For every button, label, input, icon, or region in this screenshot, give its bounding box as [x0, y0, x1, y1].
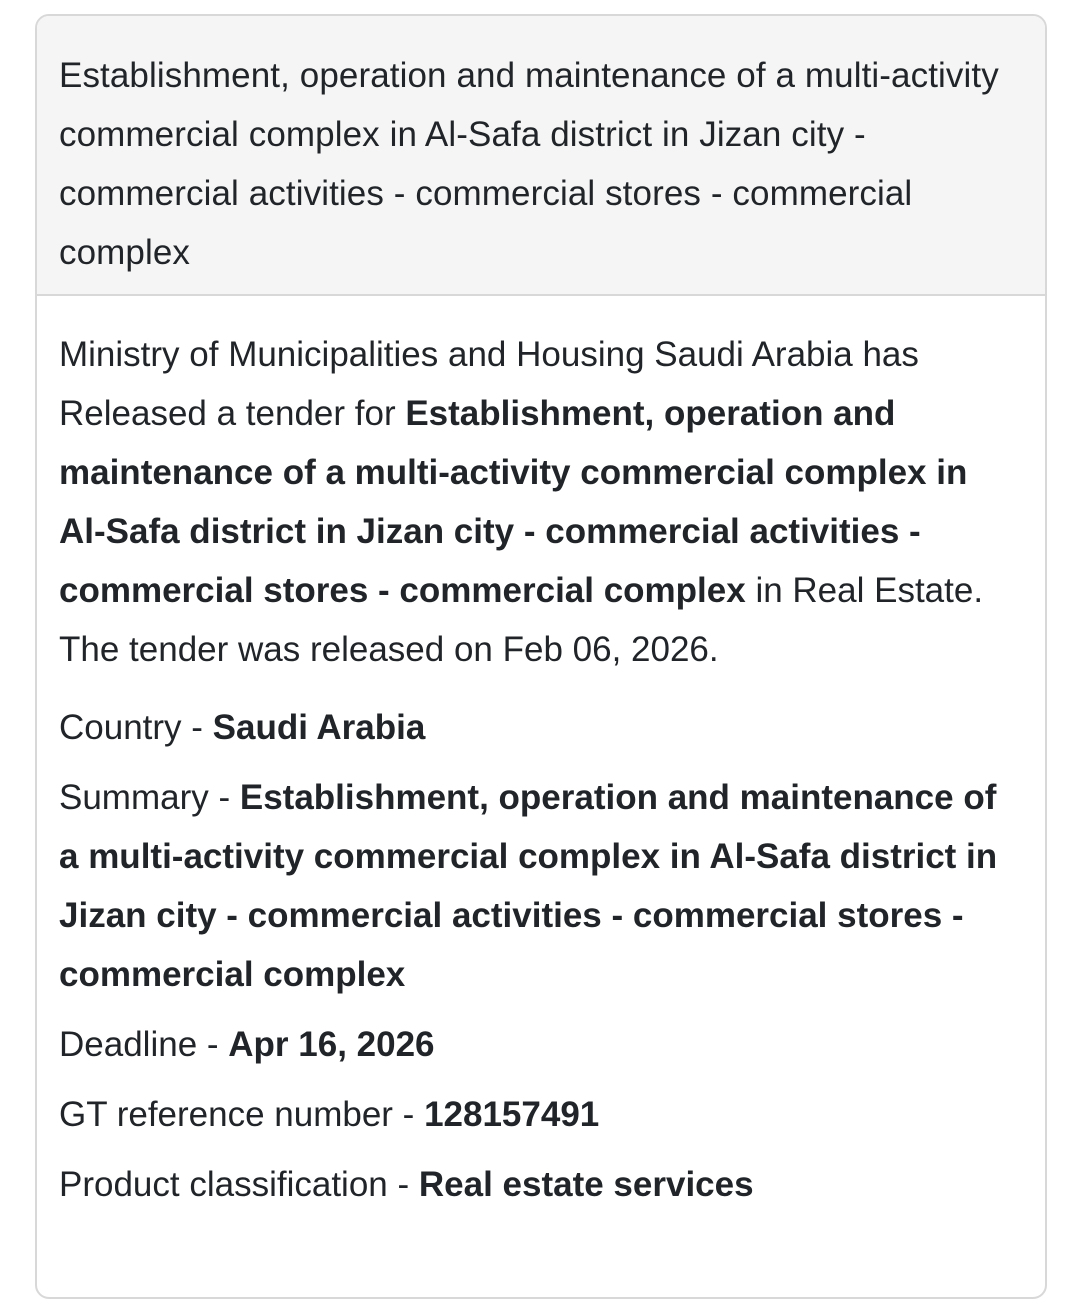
field-label: GT reference number - [59, 1095, 425, 1134]
tender-card-header [37, 16, 1045, 296]
tender-card [35, 14, 1047, 1299]
field-summary [59, 768, 1021, 1004]
field-product-classification [59, 1155, 1021, 1214]
field-label: Deadline - [59, 1025, 229, 1064]
field-value: Real estate services [418, 1165, 754, 1204]
field-label: Summary - [59, 778, 240, 817]
field-country [59, 698, 1021, 757]
intro-prefix: Ministry of Municipalities and Housing Saudi Arabia has Released a tender for [59, 335, 919, 433]
intro-tender-title: Establishment, operation and maintenance of a multi-activity commercial complex in Al-Safa district in Jizan city - commercial activities - commercial stores - commercial complex [59, 394, 968, 610]
field-value: Apr 16, 2026 [228, 1025, 435, 1064]
field-value: 128157491 [424, 1095, 600, 1134]
field-label: Product classification - [59, 1165, 419, 1204]
tender-title: Establishment, operation and maintenance of a multi-activity commercial complex in Al-Safa district in Jizan city - commercial activities - commercial stores - commercial complex [59, 56, 999, 272]
field-value: Establishment, operation and maintenance of a multi-activity commercial complex in Al-Safa district in Jizan city - commercial activities - commercial stores - commercial complex [59, 778, 998, 994]
tender-description [59, 325, 1021, 679]
field-value: Saudi Arabia [212, 708, 426, 747]
tender-card-body [37, 296, 1045, 1214]
intro-suffix: in Real Estate. The tender was released on Feb 06, 2026. [59, 571, 984, 669]
field-gt-reference-number [59, 1085, 1021, 1144]
field-deadline [59, 1015, 1021, 1074]
field-label: Country - [59, 708, 213, 747]
